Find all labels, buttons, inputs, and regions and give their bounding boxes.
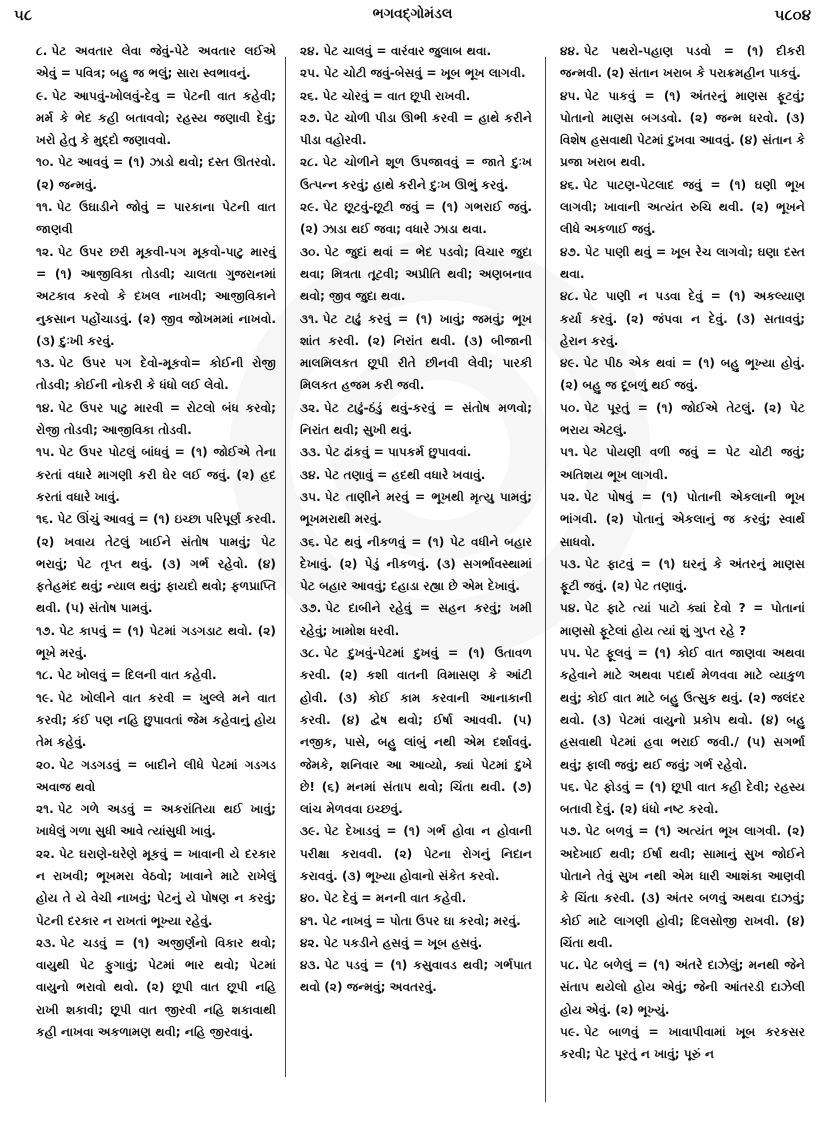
- entry-number: ૨૩.: [36, 935, 56, 950]
- entry-number: ૧૩.: [36, 356, 55, 371]
- entry-text: પેટ ફાટે ત્યાં પાટો ક્યાં દેવો ? = પોતાનાં માણસો ફૂટેલાં હોય ત્યાં શું ગુપ્ત રહે ?: [560, 601, 805, 638]
- dictionary-entry: [300, 486, 532, 531]
- entry-number: ૫૫.: [560, 646, 581, 661]
- entry-number: ૩૨.: [300, 400, 320, 415]
- entry-number: ૩૯.: [300, 824, 320, 839]
- entry-text: પેટ ઉપર પગ દેવો-મૂકવો= કોઈની રોજી તોડવી; કોઈની નોકરી કે ધંધો લઈ લેવો.: [36, 356, 276, 393]
- dictionary-entry: [36, 151, 276, 196]
- dictionary-entry: [560, 241, 805, 286]
- entry-text: પેટ ઉઘાડીને જોવું = પારકાના પેટની વાત જાણવી: [36, 200, 276, 237]
- dictionary-entry: [300, 642, 532, 820]
- entry-text: પેટ ચાલવું = વારંવાર જુલાબ થવા.: [323, 44, 492, 58]
- entry-number: ૨૦.: [36, 757, 56, 772]
- entry-text: પેટ ચોરવું = વાત છૂપી રાખવી.: [322, 88, 471, 103]
- dictionary-entry: [560, 40, 805, 85]
- dictionary-entry: [36, 620, 276, 665]
- entry-number: ૪૦.: [300, 891, 320, 906]
- entry-text: પેટ ખોલવું = દિલની વાત કહેવી.: [57, 668, 217, 683]
- dictionary-entry: [300, 441, 532, 463]
- entry-text: પેટ ફૂલવું = (૧) કોઈ વાત જાણવા અથવા કહેવાને માટે અથવા પદાર્થ મેળવવા માટે વ્યાકુળ થવું; કોઈ વાત માટે બહુ ઉત્સુક થવું. (૨) જલંદર થવો. (૩) પેટમાં વાયુનો પ્રકોપ થવો. (૪) બહુ હસવાથી પેટમાં હવા ભરાઈ જવી./ (૫) સગર્ભા થવું; ફાલી જવું; થઈ જવું; ગર્ભ રહેવો.: [560, 646, 805, 772]
- entry-text: પેટ ટાઢું-ઠંડું થવું-કરવું = સંતોષ મળવો; નિરાંત થવી; સુખી થવું.: [300, 400, 532, 438]
- dictionary-entry: [300, 597, 532, 642]
- dictionary-entry: [560, 776, 805, 821]
- dictionary-entry: [36, 932, 276, 1043]
- dictionary-entry: [300, 910, 532, 932]
- entry-number: ૩૫.: [300, 489, 321, 504]
- dictionary-entry: [300, 40, 532, 62]
- entry-text: પેટ ખોલીને વાત કરવી = ખુલ્લે મને વાત કરવી; કંઈ પણ નહિ છુપાવતાં જેમ કહેવાનું હોય તેમ કહેવું.: [36, 690, 276, 750]
- entry-number: ૩૦.: [300, 244, 321, 259]
- dictionary-entry: [300, 308, 532, 397]
- dictionary-entry: [560, 174, 805, 241]
- dictionary-entry: [300, 241, 532, 308]
- entry-text: પેટ ચોળીને શૂળ ઉપજાવવું = જાતે દુઃખ ઉત્પન્ન કરવું; હાથે કરીને દુઃખ ઊભું કરવું.: [300, 155, 532, 192]
- dictionary-entry: [300, 397, 532, 442]
- dictionary-entry: [560, 954, 805, 1021]
- dictionary-entry: [300, 85, 532, 107]
- column-3: [560, 40, 805, 1066]
- dictionary-entry: [300, 107, 532, 152]
- dictionary-entry: [36, 397, 276, 442]
- dictionary-entry: [560, 1021, 805, 1066]
- entry-text: પેટ બાળવું = ખાવાપીવામાં ખૂબ કરકસર કરવી; પેટ પૂરતું ન ખાવું; પૂરું ન: [560, 1025, 805, 1062]
- entry-number: ૫૪.: [560, 601, 581, 616]
- entry-number: ૮.: [36, 44, 48, 58]
- dictionary-entry: [36, 40, 276, 85]
- entry-text: પેટ તણાવું = હદથી વધારે ખવાવું.: [324, 467, 486, 482]
- entry-text: પેટ ઉપર છરી મૂકવી-પગ મૂકવો-પાટુ મારવું = (૧) આજીવિકા તોડવી; ચાલતા ગુજરાનમાં અટકાવ કરવો કે દખલ નાખવી; આજીવિકાને નુકસાન પહોંચાડવું. (૨) જીવ જોખમમાં નાખવો. (૩) દુઃખી કરવું.: [36, 244, 276, 348]
- entry-text: પેટ ગડગડવું = બાદીને લીધે પેટમાં ગડગડ અવાજ થવો: [36, 757, 276, 794]
- entry-text: પેટ ગળે અડવું = અકરાંતિયા થઈ ખાવું; ખાધેલું ગળા સુધી આવે ત્યાંસુધી ખાવું.: [36, 802, 276, 839]
- entry-number: ૧૭.: [36, 623, 56, 638]
- entry-text: પેટ આવવું = (૧) ઝાડો થવો; દસ્ત ઊતરવો. (૨) જન્મવું.: [36, 155, 276, 192]
- entry-number: ૩૭.: [300, 601, 322, 616]
- entry-number: ૫૬.: [560, 779, 580, 794]
- entry-text: પેટ ચડવું = (૧) અજીર્ણનો વિકાર થવો; વાયુથી પેટ ફુગાવું; પેટમાં ભાર થવો; પેટમાં વાયુનો ભરાવો થવો. (૨) છૂપી વાત છૂપી નહિ રાખી શકાવી; છૂપી વાત જીરવી નહિ શકાવાથી કહી નાખવા અકળામણ થવી; નહિ જીરવાવું.: [36, 935, 276, 1040]
- entry-number: ૫૯.: [560, 1025, 580, 1040]
- entry-number: ૪૮.: [560, 289, 579, 304]
- entry-text: પેટ ઉપર પાટુ મારવી = રોટલો બંધ કરવો; રોજી તોડવી; આજીવિકા તોડવી.: [36, 400, 276, 438]
- entry-text: પેટ ચોટી જવું-બેસવું = ખૂબ ભૂખ લાગવી.: [323, 66, 526, 81]
- entry-text: પેટ ટાઢું કરવું = (૧) ખાવું; જમવું; ભૂખ શાંત કરવી. (૨) નિરાંત થવી. (૩) બીજાની માલમિલકત છૂપી રીતે છીનવી લેવી; પારકી મિલકત હજમ કરી જવી.: [300, 311, 532, 393]
- dictionary-entry: [560, 85, 805, 174]
- entry-text: પેટ ફાટવું = (૧) ઘરનું કે અંતરનું માણસ ફૂટી જવું. (૨) પેટ તણાવું.: [560, 556, 805, 594]
- entry-text: પેટ તાણીને મરવું = ભૂખથી મૃત્યુ પામવું; ભૂખમરાથી મરવું.: [300, 489, 532, 527]
- page-title: ભગવદ્ગોમંડલ: [372, 6, 453, 22]
- entry-number: ૧૪.: [36, 400, 55, 415]
- entry-text: પેટ દાબીને રહેવું = સહન કરવું; ખમી રહેવું; ખામોશ ધરવી.: [300, 601, 532, 638]
- entry-number: ૩૪.: [300, 467, 321, 482]
- entry-number: ૪૬.: [560, 177, 580, 192]
- column-1: [36, 40, 276, 1043]
- dictionary-entry: [36, 352, 276, 397]
- entry-text: પેટ ઉપર પોટલું બાંધવું = (૧) જોઈએ તેના કરતાં વધારે માગણી કરી ઘેર લઈ જવું. (૨) હદ કરતાં વધારે ખાવું.: [36, 445, 276, 504]
- dictionary-entry: [300, 62, 532, 84]
- dictionary-body: [0, 40, 825, 1100]
- dictionary-entry: [560, 820, 805, 954]
- dictionary-entry: [36, 196, 276, 241]
- dictionary-entry: [300, 887, 532, 909]
- entry-number: ૨૮.: [300, 155, 319, 170]
- entry-number: ૪૫.: [560, 88, 581, 103]
- entry-text: પેટ દેવું = મનની વાત કહેવી.: [323, 891, 467, 906]
- entry-text: પેટ ફોડવું = (૧) છૂપી વાત કહી દેવી; રહસ્ય બતાવી દેવું. (૨) ધંધો નષ્ટ કરવો.: [560, 779, 805, 817]
- dictionary-entry: [560, 642, 805, 776]
- entry-number: ૧૯.: [36, 690, 54, 705]
- dictionary-entry: [300, 531, 532, 598]
- entry-text: પેટ કાપવું = (૧) પેટમાં ગડગડાટ થવો. (૨) ભૂખે મરવું.: [36, 623, 276, 661]
- page-number: ૫૮૦૪: [774, 6, 811, 24]
- dictionary-entry: [560, 486, 805, 553]
- entry-text: પેટ પાણી થવું = ખૂબ રેચ લાગવો; ઘણા દસ્ત થવા.: [560, 244, 805, 281]
- dictionary-entry: [560, 285, 805, 352]
- entry-number: ૩૬.: [300, 534, 320, 549]
- entry-number: ૫૦.: [560, 400, 580, 415]
- entry-text: પેટ પથરો-પહાણ પડવો = (૧) દીકરી જન્મવી. (૨) સંતાન ખરાબ કે પરાક્રમહીન પાકવું.: [560, 44, 805, 81]
- entry-number: ૨૧.: [36, 802, 54, 817]
- entry-text: પેટ પોષવું = (૧) પોતાની એકલાની ભૂખ ભાંગવી. (૨) પોતાનું એકલાનું જ કરવું; સ્વાર્થ સાધવો.: [560, 489, 805, 549]
- entry-number: ૧૮.: [36, 668, 54, 683]
- dictionary-entry: [36, 85, 276, 152]
- entry-number: ૧૦.: [36, 155, 54, 170]
- dictionary-entry: [560, 441, 805, 486]
- entry-number: ૩૮.: [300, 646, 320, 661]
- entry-number: ૨૬.: [300, 88, 319, 103]
- dictionary-entry: [560, 352, 805, 397]
- entry-text: પેટ આપવું-ખોલવું-દેવુ = પેટની વાત કહેવી; મર્મ કે ભેદ કહી બતાવવો; રહસ્ય જણાવી દેવું; ખરો હેતુ કે મુદ્દો જણાવવો.: [36, 88, 276, 148]
- section-label: ૫૮: [14, 6, 33, 24]
- entry-number: ૪૨.: [300, 935, 320, 950]
- dictionary-entry: [36, 508, 276, 619]
- dictionary-entry: [560, 397, 805, 442]
- dictionary-entry: [36, 664, 276, 686]
- entry-number: ૧૬.: [36, 512, 54, 527]
- entry-text: પેટ ઊંચું આવવું = (૧) ઇચ્છા પરિપૂર્ણ કરવી. (૨) ખવાય તેટલું ખાઈને સંતોષ પામવું; પેટ ભરાવું; પેટ તૃપ્ત થવું. (૩) ગર્ભ રહેવો. (૪) ફતેહમંદ થવું; ન્યાલ થવું; ફાયદો થવો; ફળપ્રાપ્તિ થવી. (૫) સંતોષ પામવું.: [36, 512, 276, 616]
- entry-text: પેટ બળવું = (૧) અત્યંત ભૂખ લાગવી. (૨) અદેખાઈ થવી; ઈર્ષા થવી; સામાનું સુખ જોઈને પોતાને તેવું સુખ નથી એમ ધારી આશંકા આણવી કે ચિંતા કરવી. (૩) અંતર બળવું અથવા દાઝવું; કોઈ માટે લાગણી હોવી; દિલસોજી રાખવી. (૪) ચિંતા થવી.: [560, 824, 805, 950]
- entry-number: ૪૩.: [300, 958, 321, 973]
- entry-number: ૪૧.: [300, 913, 319, 928]
- entry-number: ૨૭.: [300, 110, 321, 125]
- page-header: [0, 0, 825, 40]
- entry-number: ૨૨.: [36, 846, 55, 861]
- dictionary-entry: [36, 241, 276, 352]
- entry-number: ૫૩.: [560, 556, 581, 571]
- entry-text: પેટ પાટણ-પેટલાદ જવું = (૧) ઘણી ભૂખ લાગવી; ખાવાની અત્યંત રુચિ થવી. (૨) ભૂખને લીધે અકળાઈ જવું.: [560, 177, 805, 237]
- dictionary-entry: [300, 464, 532, 486]
- entry-number: ૪૭.: [560, 244, 581, 259]
- entry-text: પેટ જુદાં થવાં = ભેદ પડવો; વિચાર જુદા થવા; મિત્રતા તૂટવી; અપ્રીતિ થવી; અણબનાવ થવો; જીવ જુદા થવા.: [300, 244, 532, 304]
- entry-number: ૫૧.: [560, 445, 579, 460]
- entry-text: પેટ પડવું = (૧) કસુવાવડ થવી; ગર્ભપાત થવો (૨) જન્મવું; અવતરવું.: [300, 958, 532, 995]
- entry-number: ૫૭.: [560, 824, 582, 839]
- dictionary-entry: [36, 687, 276, 754]
- entry-text: પેટ અવતાર લેવા જેવું-પેટે અવતાર લઈએ એવું = પવિત્ર; બહુ જ ભલું; સારા સ્વભાવનું.: [36, 44, 276, 81]
- entry-number: ૩૧.: [300, 311, 319, 326]
- dictionary-entry: [36, 843, 276, 932]
- entry-number: ૯.: [36, 88, 48, 103]
- dictionary-entry: [300, 932, 532, 954]
- entry-number: ૨૯.: [300, 200, 319, 215]
- entry-text: પેટ થવું નીકળવું = (૧) પેટ વધીને બહાર દેખાવું. (૨) પેડું નીકળવું. (૩) સગર્ભાવસ્થામાં પેટ બહાર આવવું; દહાડા રહ્યા છે એમ દેખાવું.: [300, 534, 532, 594]
- entry-number: ૨૫.: [300, 66, 320, 81]
- column-2: [300, 40, 532, 999]
- dictionary-entry: [300, 196, 532, 241]
- dictionary-entry: [300, 151, 532, 196]
- dictionary-entry: [300, 820, 532, 887]
- entry-text: પેટ ચોળી પીડા ઊભી કરવી = હાથે કરીને પીડા વહોરવી.: [300, 110, 532, 148]
- entry-text: પેટ બળેલું = (૧) અંતરે દાઝેલું; મનથી જેને સંતાપ થયેલો હોય એવું; જેની આંતરડી દાઝેલી હોય એવું. (૨) ભૂખ્યું.: [560, 958, 805, 1017]
- entry-number: ૩૩.: [300, 445, 321, 460]
- dictionary-entry: [560, 553, 805, 598]
- dictionary-entry: [300, 954, 532, 999]
- entry-number: ૧૧.: [36, 200, 53, 215]
- dictionary-entry: [36, 441, 276, 508]
- entry-text: પેટ ઘરાણે-ઘરેણે મૂકવું = ખાવાની યે દરકાર ન રાખવી; ભૂખમરા વેઠવો; ખાવાને માટે રાખેલું હોય તે યે વેચી નાખવું; પેટનું યે પોષણ ન કરવું; પેટની દરકાર ન રાખતાં ભૂખ્યા રહેવું.: [36, 846, 276, 928]
- entry-number: ૫૮.: [560, 958, 580, 973]
- entry-text: પેટ પાકવું = (૧) અંતરનું માણસ ફૂટવું; પોતાનો માણસ બગડવો. (૨) જન્મ ધરવો. (૩) વિશેષ હસવાથી પેટમાં દુખવા આવવું. (૪) સંતાન કે પ્રજા ખરાબ થવી.: [560, 88, 805, 170]
- entry-text: પેટ પોયણી વળી જવું = પેટ ચોટી જવું; અતિશય ભૂખ લાગવી.: [560, 445, 805, 482]
- entry-number: ૧૨.: [36, 244, 54, 259]
- entry-text: પેટ દેખાડવું = (૧) ગર્ભ હોવા ન હોવાની પરીક્ષા કરાવવી. (૨) પેટના રોગનું નિદાન કરાવવું. (૩) ભૂખ્યા હોવાનો સંકેત કરવો.: [300, 824, 532, 883]
- entry-text: પેટ પૂરતું = (૧) જોઈએ તેટલું. (૨) પેટ ભરાય એટલું.: [560, 400, 805, 438]
- entry-text: પેટ છૂટવું-છૂટી જવું = (૧) ગભરાઈ જવું. (૨) ઝાડા થઈ જવા; વધારે ઝાડા થવા.: [300, 200, 532, 237]
- entry-text: પેટ પીઠ એક થવાં = (૧) બહુ ભૂખ્યા હોવું. (૨) બહુ જ દૂબળું થઈ જવું.: [560, 356, 805, 393]
- entry-text: પેટ પકડીને હસવું = ખૂબ હસવું.: [323, 935, 483, 950]
- entry-text: પેટ પાણી ન પડવા દેવું = (૧) અકલ્યાણ કર્યા કરવું. (૨) જંપવા ન દેવું. (૩) સતાવવું; હેરાન કરવું.: [560, 289, 805, 348]
- entry-number: ૫૨.: [560, 489, 580, 504]
- entry-number: ૨૪.: [300, 44, 320, 58]
- entry-number: ૪૪.: [560, 44, 580, 58]
- dictionary-entry: [36, 798, 276, 843]
- entry-number: ૧૫.: [36, 445, 55, 460]
- dictionary-entry: [36, 754, 276, 799]
- entry-number: ૪૯.: [560, 356, 580, 371]
- dictionary-entry: [560, 597, 805, 642]
- entry-text: પેટ ઢાંકવું = પાપકર્મ છુપાવવાં.: [324, 445, 472, 460]
- entry-text: પેટ નાખવું = પોતા ઉપર ઘા કરવો; મરવું.: [322, 913, 521, 928]
- entry-text: પેટ દુખવું-પેટમાં દુખવું = (૧) ઉતાવળ કરવી. (૨) કશી વાતની વિમાસણ કે આંટી હોવી. (૩) કોઈ કામ કરવાની આનાકાની કરવી. (૪) દ્વેષ થવો; ઈર્ષા આવવી. (૫) નજીક, પાસે, બહુ લાંબું નથી એમ દર્શાવવું. જેમકે, શનિવાર આ આવ્યો, ક્યાં પેટમાં દુખે છે! (૬) મનમાં સંતાપ થવો; ચિંતા થવી. (૭) લાંચ મેળવવા ઇચ્છવું.: [300, 646, 532, 817]
